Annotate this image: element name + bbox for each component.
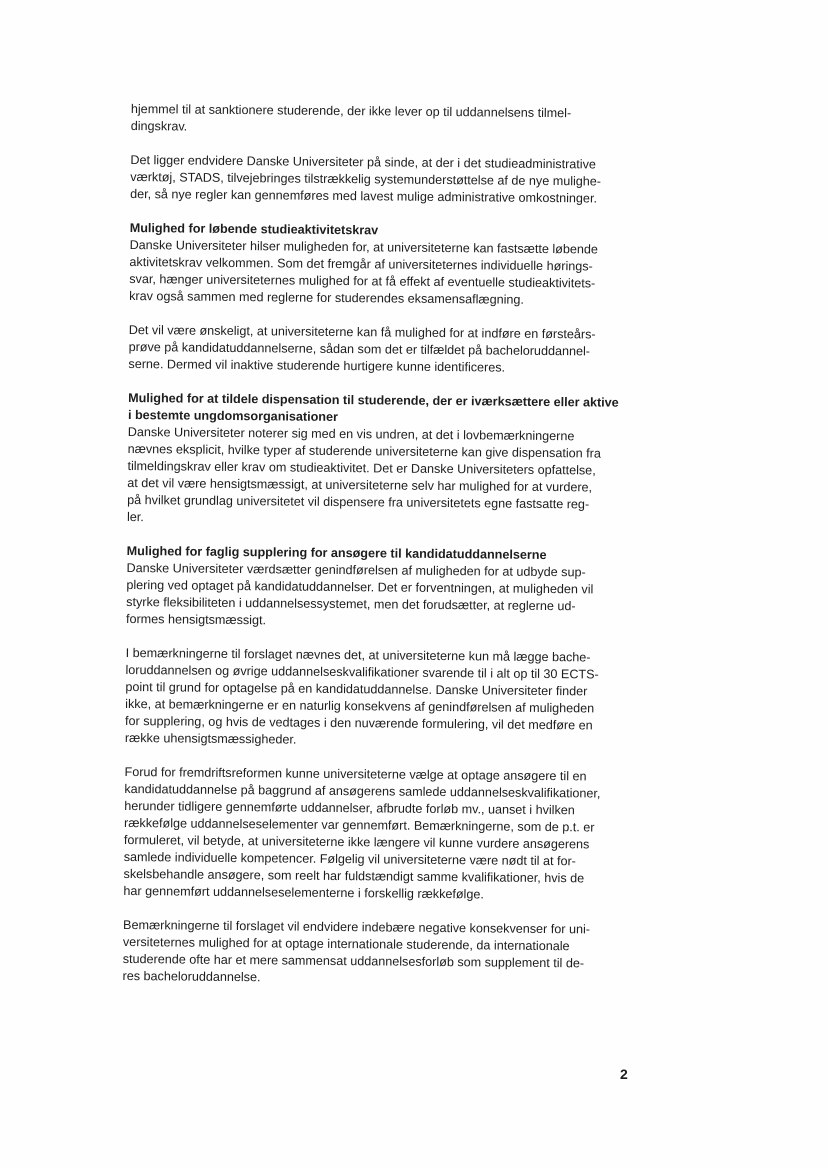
- paragraph-first-year-exam: [128, 322, 638, 378]
- paragraph-stads: [130, 152, 640, 208]
- text-line: Forud for fremdriftsreformen kunne universiteterne vælge at optage ansøgere til en: [124, 764, 587, 784]
- section-heading: Mulighed for faglig supplering for ansøgere til kandidatuddannelserne: [126, 543, 547, 563]
- text-line: værktøj, STADS, tilvejebringes tilstrækkelig systemunderstøttelse af de nye mulighe-: [130, 169, 602, 189]
- text-line: har gennemført uddannelseselementerne i forskellig rækkefølge.: [123, 883, 484, 902]
- text-line: prøve på kandidatuddannelserne, sådan som det er tilfældet på bacheloruddannel-: [128, 339, 591, 359]
- text-line: formuleret, vil betyde, at universiteterne ikke længere vil kunne vurdere ansøgerens: [123, 832, 590, 852]
- text-line: der, så nye regler kan gennemføres med lavest mulige administrative omkostninger.: [130, 186, 598, 206]
- text-line: ikke, at bemærkningerne er en naturlig konsekvens af genindførelsen af muligheden: [125, 696, 595, 716]
- text-line: kandidatuddannelse på baggrund af ansøgerens samlede uddannelseskvalifikationer,: [124, 781, 601, 801]
- text-line: studerende ofte har et mere sammensat uddannelsesforløb som supplement til de-: [122, 951, 585, 971]
- paragraph-ects-limit: [125, 645, 636, 752]
- text-line: formes hensigtsmæssigt.: [125, 611, 267, 628]
- section-activity-requirements: [129, 220, 640, 310]
- text-line: at det vil være hensigtsmæssigt, at universiteterne selv har mulighed for at vurdere,: [127, 475, 593, 495]
- text-line: skelsbehandle ansøgere, som reelt har fuldstændigt samme kvalifikationer, hvis de: [123, 866, 585, 886]
- page-number: 2: [620, 1066, 628, 1082]
- section-heading: Mulighed for løbende studieaktivitetskrav: [129, 220, 379, 238]
- paragraph-reform: [123, 764, 634, 905]
- text-line: serne. Dermed vil inaktive studerende hurtigere kunne identificeres.: [128, 356, 506, 375]
- text-line: res bacheloruddannelse.: [122, 968, 261, 985]
- section-heading: i bestemte ungdomsorganisationer: [127, 407, 338, 425]
- text-line: Det ligger endvidere Danske Universiteter på sinde, at der i det studieadministrative: [130, 152, 596, 172]
- text-line: for supplering, og hvis de vedtages i den nuværende formulering, vil det medføre en: [124, 713, 593, 733]
- text-line: Danske Universiteter værdsætter genindførelsen af muligheden for at udbyde sup-: [126, 560, 586, 580]
- text-line: Bemærkningerne til forslaget vil endvidere indebære negative konsekvenser for uni-: [123, 917, 591, 937]
- text-line: herunder tidligere gennemførte uddannelser, afbrudte forløb mv., uanset i hvilken: [124, 798, 575, 818]
- text-line: plering ved optaget på kandidatuddannelser. Det er forventningen, at muligheden vil: [126, 577, 594, 597]
- paragraph-sanction: [131, 101, 641, 140]
- text-line: svar, hænger universiteternes mulighed for at få effekt af eventuelle studieaktivitets-: [129, 271, 596, 291]
- text-line: tilmeldingskrav eller krav om studieaktivitet. Det er Danske Universiteters opfattelse,: [127, 458, 596, 478]
- document-body: [123, 101, 641, 990]
- text-line: dingskrav.: [130, 118, 188, 134]
- text-line: Danske Universiteter hilser muligheden for, at universiteterne kan fastsætte løbende: [129, 237, 598, 257]
- text-line: Det vil være ønskeligt, at universiteterne kan få mulighed for at indføre en førsteårs-: [128, 322, 596, 342]
- text-line: samlede individuelle kompetencer. Følgelig vil universiteterne være nødt til at for-: [123, 849, 576, 869]
- text-line: rækkefølge uddannelseselementer var gennemført. Bemærkningerne, som de p.t. er: [124, 815, 595, 835]
- text-line: på hvilket grundlag universitetet vil dispensere fra universitetets egne fastsatte reg-: [127, 492, 590, 512]
- section-heading: Mulighed for at tildele dispensation til studerende, der er iværksættere eller aktive: [128, 390, 619, 410]
- text-line: I bemærkningerne til forslaget nævnes det, at universiteterne kun må lægge bache-: [125, 645, 591, 665]
- text-line: hjemmel til at sanktionere studerende, der ikke lever op til uddannelsens tilmel-: [130, 101, 572, 121]
- text-line: Danske Universiteter noterer sig med en vis undren, at det i lovbemærkningerne: [127, 424, 575, 444]
- text-line: versiteternes mulighed for at optage internationale studerende, da internationale: [122, 934, 570, 954]
- text-line: række uhensigtsmæssigheder.: [124, 730, 297, 747]
- text-line: point til grund for optagelse på en kandidatuddannelse. Danske Universiteter finder: [125, 679, 588, 699]
- section-dispensation: [127, 390, 638, 531]
- text-line: loruddannelsen og øvrige uddannelseskvalifikationer svarende til i alt op til 30 ECTS-: [125, 662, 599, 682]
- text-line: styrke fleksibiliteten i uddannelsessystemet, men det forudsætter, at reglerne ud-: [126, 594, 576, 614]
- text-line: aktivitetskrav velkommen. Som det fremgår af universiteternes individuelle hørings-: [129, 254, 593, 274]
- text-line: ler.: [126, 509, 144, 525]
- text-line: krav også sammen med reglerne for studerendes eksamensaflægning.: [129, 288, 524, 307]
- paragraph-international: [123, 917, 634, 990]
- text-line: nævnes eksplicit, hvilke typer af studerende universiteterne kan give dispensation fra: [127, 441, 601, 461]
- section-supplementary: [126, 543, 637, 633]
